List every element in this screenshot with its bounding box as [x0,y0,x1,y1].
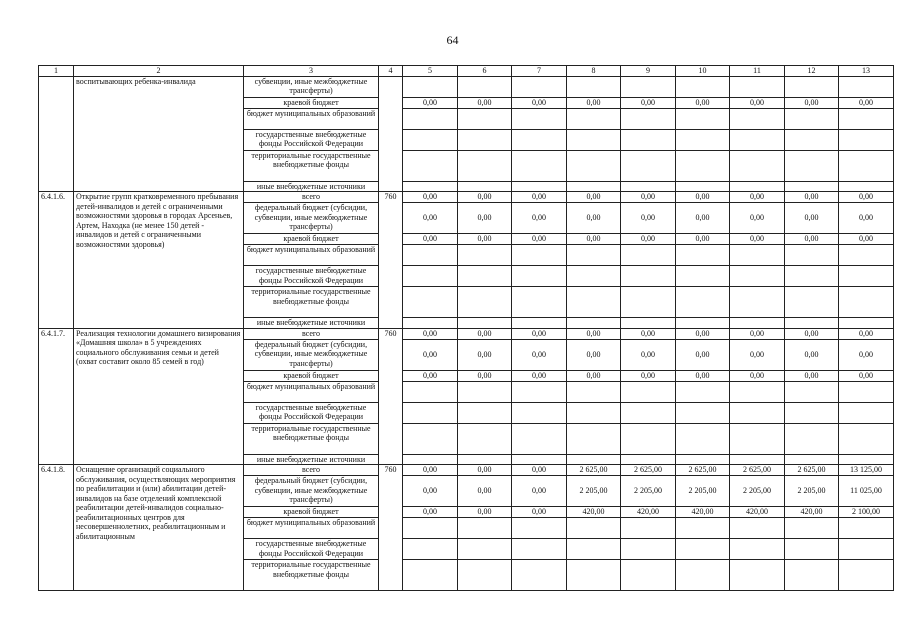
value-cell: 0,00 [730,370,785,381]
value-cell [458,454,512,465]
value-cell: 420,00 [676,507,730,518]
column-header: 6 [458,66,512,77]
value-cell [676,266,730,287]
value-cell: 0,00 [458,507,512,518]
funding-source: федеральный бюджет (субсидии, субвенции, иные межбюджетные трансферты) [244,339,379,370]
value-cell: 0,00 [839,203,894,234]
value-cell [512,287,567,318]
value-cell [567,129,621,150]
value-cell: 0,00 [458,234,512,245]
row-number: 6.4.1.6. [39,192,74,329]
value-cell [676,318,730,329]
value-cell [621,245,676,266]
value-cell [785,129,839,150]
value-cell [458,76,512,97]
value-cell [785,402,839,423]
value-cell [621,560,676,591]
measure-name: Оснащение организаций социального обслуживания, осуществляющих мероприятия по реабилитации и (или) абилитации детей-инвалидов на базе отделений комплексной реабилитации детей-инвалидов социально-реабилитационных центров для несовершеннолетних, реабилитационным и абилитационным [74,465,244,591]
funding-source: государственные внебюджетные фонды Российской Федерации [244,402,379,423]
value-cell [512,381,567,402]
value-cell: 0,00 [512,370,567,381]
funding-source: краевой бюджет [244,234,379,245]
value-cell [730,560,785,591]
value-cell: 0,00 [458,192,512,203]
value-cell [621,150,676,181]
value-cell [403,518,458,539]
value-cell: 11 025,00 [839,476,894,507]
value-cell: 0,00 [567,97,621,108]
value-cell [676,560,730,591]
value-cell [621,266,676,287]
column-header: 2 [74,66,244,77]
value-cell [458,287,512,318]
value-cell: 0,00 [403,476,458,507]
column-header: 4 [379,66,403,77]
value-cell: 0,00 [567,203,621,234]
value-cell: 0,00 [785,339,839,370]
value-cell [458,318,512,329]
value-cell [839,108,894,129]
value-cell [567,454,621,465]
value-cell: 2 205,00 [567,476,621,507]
value-cell [458,181,512,192]
measure-name: воспитывающих ребенка-инвалида [74,76,244,192]
value-cell [676,381,730,402]
column-header: 11 [730,66,785,77]
value-cell: 2 205,00 [785,476,839,507]
value-cell: 0,00 [676,339,730,370]
row-number [39,76,74,192]
funding-source: иные внебюджетные источники [244,318,379,329]
value-cell [458,381,512,402]
value-cell [567,518,621,539]
column-header: 8 [567,66,621,77]
value-cell: 0,00 [512,339,567,370]
value-cell [839,76,894,97]
value-cell: 0,00 [621,97,676,108]
value-cell: 0,00 [785,370,839,381]
value-cell [458,518,512,539]
value-cell [403,129,458,150]
value-cell: 2 205,00 [621,476,676,507]
value-cell [621,402,676,423]
table-row [39,328,894,339]
value-cell [839,245,894,266]
value-cell: 0,00 [512,328,567,339]
value-cell [676,539,730,560]
value-cell [730,245,785,266]
row-number: 6.4.1.8. [39,465,74,591]
value-cell: 0,00 [839,234,894,245]
value-cell [458,560,512,591]
value-cell [730,423,785,454]
value-cell [458,266,512,287]
value-cell: 0,00 [458,370,512,381]
value-cell [785,423,839,454]
funding-source: федеральный бюджет (субсидии, субвенции, иные межбюджетные трансферты) [244,476,379,507]
value-cell [567,76,621,97]
page-number: 64 [446,33,459,47]
value-cell [676,181,730,192]
value-cell: 2 625,00 [730,465,785,476]
value-cell [839,381,894,402]
value-cell: 0,00 [676,97,730,108]
column-header: 7 [512,66,567,77]
value-cell: 0,00 [403,370,458,381]
value-cell [621,108,676,129]
value-cell [403,402,458,423]
value-cell: 0,00 [839,192,894,203]
value-cell: 0,00 [839,370,894,381]
value-cell: 0,00 [621,370,676,381]
value-cell [730,129,785,150]
value-cell [730,287,785,318]
value-cell [730,539,785,560]
value-cell [621,454,676,465]
value-cell [458,402,512,423]
value-cell [839,423,894,454]
value-cell: 0,00 [567,328,621,339]
value-cell: 0,00 [621,203,676,234]
funding-source: государственные внебюджетные фонды Российской Федерации [244,539,379,560]
value-cell [512,539,567,560]
value-cell: 0,00 [512,203,567,234]
value-cell: 0,00 [403,328,458,339]
value-cell [730,454,785,465]
value-cell [512,181,567,192]
value-cell [839,150,894,181]
value-cell: 0,00 [839,97,894,108]
value-cell [621,318,676,329]
value-cell: 0,00 [839,328,894,339]
funding-source: государственные внебюджетные фонды Российской Федерации [244,129,379,150]
column-header: 5 [403,66,458,77]
value-cell [567,108,621,129]
value-cell [512,129,567,150]
value-cell: 0,00 [458,203,512,234]
value-cell: 0,00 [785,328,839,339]
value-cell: 0,00 [676,192,730,203]
value-cell [839,518,894,539]
value-cell: 0,00 [512,507,567,518]
value-cell [403,108,458,129]
value-cell [676,454,730,465]
value-cell [839,287,894,318]
value-cell [839,402,894,423]
value-cell [785,381,839,402]
column-header: 3 [244,66,379,77]
value-cell: 420,00 [621,507,676,518]
value-cell [621,518,676,539]
table-row [39,465,894,476]
value-cell [621,423,676,454]
value-cell [785,150,839,181]
value-cell [839,266,894,287]
value-cell: 0,00 [512,465,567,476]
funding-source: всего [244,328,379,339]
measure-name: Реализация технологии домашнего визирования «Домашняя школа» в 5 учреждениях социального обслуживания семьи и детей (охват составит около 85 семей в год) [74,328,244,465]
value-cell [785,266,839,287]
value-cell [567,560,621,591]
ministry-code: 760 [379,192,403,329]
value-cell [785,518,839,539]
value-cell [730,150,785,181]
value-cell [403,181,458,192]
value-cell [785,539,839,560]
value-cell: 0,00 [730,97,785,108]
funding-source: бюджет муниципальных образований [244,518,379,539]
value-cell: 0,00 [785,192,839,203]
value-cell [676,423,730,454]
value-cell: 0,00 [458,328,512,339]
value-cell: 0,00 [403,203,458,234]
column-header: 12 [785,66,839,77]
value-cell [512,518,567,539]
value-cell: 0,00 [458,97,512,108]
value-cell [676,245,730,266]
value-cell: 2 625,00 [621,465,676,476]
value-cell [403,454,458,465]
value-cell [512,266,567,287]
value-cell: 0,00 [730,339,785,370]
value-cell [730,181,785,192]
value-cell [676,108,730,129]
value-cell: 2 205,00 [730,476,785,507]
value-cell: 0,00 [621,192,676,203]
value-cell: 0,00 [567,339,621,370]
value-cell [730,381,785,402]
budget-table-wrapper [38,65,894,591]
value-cell [730,518,785,539]
value-cell [512,454,567,465]
funding-source: бюджет муниципальных образований [244,381,379,402]
row-number: 6.4.1.7. [39,328,74,465]
value-cell [403,245,458,266]
table-body [39,66,894,591]
value-cell: 2 625,00 [676,465,730,476]
value-cell [458,423,512,454]
funding-source: краевой бюджет [244,370,379,381]
value-cell: 0,00 [730,203,785,234]
value-cell: 13 125,00 [839,465,894,476]
value-cell: 0,00 [621,339,676,370]
value-cell [512,402,567,423]
funding-source: территориальные государственные внебюджетные фонды [244,287,379,318]
value-cell: 0,00 [676,234,730,245]
value-cell: 2 100,00 [839,507,894,518]
funding-source: территориальные государственные внебюджетные фонды [244,150,379,181]
value-cell [512,108,567,129]
value-cell [676,76,730,97]
value-cell: 0,00 [567,192,621,203]
value-cell [567,381,621,402]
value-cell: 0,00 [512,476,567,507]
value-cell [785,181,839,192]
value-cell [567,150,621,181]
value-cell [839,454,894,465]
value-cell: 0,00 [403,465,458,476]
value-cell: 0,00 [621,328,676,339]
value-cell [839,560,894,591]
value-cell [730,76,785,97]
value-cell: 0,00 [512,192,567,203]
funding-source: территориальные государственные внебюджетные фонды [244,560,379,591]
value-cell: 0,00 [403,234,458,245]
value-cell [839,129,894,150]
value-cell: 2 625,00 [785,465,839,476]
value-cell [458,150,512,181]
value-cell [621,381,676,402]
funding-source: субвенции, иные межбюджетные трансферты) [244,76,379,97]
value-cell [403,266,458,287]
column-header: 10 [676,66,730,77]
budget-table [38,65,894,591]
value-cell [785,245,839,266]
value-cell [621,181,676,192]
value-cell [403,150,458,181]
value-cell: 0,00 [403,339,458,370]
column-header: 1 [39,66,74,77]
funding-source: иные внебюджетные источники [244,181,379,192]
value-cell [621,76,676,97]
value-cell: 0,00 [785,97,839,108]
value-cell [785,76,839,97]
value-cell [512,245,567,266]
value-cell: 0,00 [458,476,512,507]
value-cell [621,129,676,150]
value-cell: 0,00 [676,203,730,234]
value-cell: 0,00 [512,234,567,245]
funding-source: всего [244,192,379,203]
table-row [39,192,894,203]
funding-source: территориальные государственные внебюджетные фонды [244,423,379,454]
value-cell: 0,00 [839,339,894,370]
value-cell: 420,00 [785,507,839,518]
value-cell [567,318,621,329]
header-row [39,66,894,77]
value-cell: 0,00 [621,234,676,245]
table-row [39,76,894,97]
value-cell [676,402,730,423]
value-cell: 2 625,00 [567,465,621,476]
value-cell [458,108,512,129]
value-cell [621,539,676,560]
value-cell [403,76,458,97]
value-cell: 0,00 [458,339,512,370]
value-cell [839,539,894,560]
ministry-code: 760 [379,328,403,465]
value-cell: 0,00 [785,234,839,245]
value-cell: 0,00 [567,234,621,245]
value-cell [512,318,567,329]
value-cell [676,287,730,318]
value-cell [621,287,676,318]
value-cell [403,318,458,329]
value-cell: 0,00 [403,97,458,108]
value-cell: 420,00 [567,507,621,518]
value-cell [567,402,621,423]
value-cell: 0,00 [730,234,785,245]
value-cell [403,560,458,591]
value-cell [512,560,567,591]
value-cell: 0,00 [403,192,458,203]
value-cell [567,181,621,192]
value-cell: 0,00 [730,192,785,203]
value-cell [785,318,839,329]
value-cell [839,318,894,329]
value-cell [567,423,621,454]
value-cell [567,245,621,266]
value-cell: 0,00 [403,507,458,518]
value-cell: 0,00 [730,328,785,339]
value-cell: 0,00 [512,97,567,108]
value-cell [458,129,512,150]
value-cell [676,518,730,539]
value-cell [676,150,730,181]
value-cell: 0,00 [676,370,730,381]
value-cell [676,129,730,150]
value-cell [512,423,567,454]
value-cell: 0,00 [567,370,621,381]
value-cell [458,245,512,266]
value-cell [403,381,458,402]
value-cell [785,287,839,318]
value-cell [730,318,785,329]
value-cell [730,108,785,129]
value-cell: 0,00 [458,465,512,476]
funding-source: иные внебюджетные источники [244,454,379,465]
funding-source: бюджет муниципальных образований [244,245,379,266]
measure-name: Открытие групп кратковременного пребывания детей-инвалидов и детей с ограниченными возможностями здоровья в городах Арсеньев, Артем, Находка (не менее 150 детей - инвалидов и детей с ограниченными возможностями здоровья) [74,192,244,329]
funding-source: всего [244,465,379,476]
value-cell [785,108,839,129]
column-header: 9 [621,66,676,77]
value-cell: 0,00 [676,328,730,339]
value-cell: 0,00 [785,203,839,234]
funding-source: государственные внебюджетные фонды Российской Федерации [244,266,379,287]
value-cell [567,287,621,318]
ministry-code [379,76,403,192]
value-cell [785,560,839,591]
value-cell: 420,00 [730,507,785,518]
value-cell [403,539,458,560]
value-cell [512,150,567,181]
value-cell [785,454,839,465]
value-cell: 2 205,00 [676,476,730,507]
funding-source: бюджет муниципальных образований [244,108,379,129]
value-cell [567,539,621,560]
value-cell [403,423,458,454]
value-cell [512,76,567,97]
value-cell [458,539,512,560]
value-cell [839,181,894,192]
value-cell [730,402,785,423]
ministry-code: 760 [379,465,403,591]
value-cell [403,287,458,318]
funding-source: краевой бюджет [244,97,379,108]
funding-source: федеральный бюджет (субсидии, субвенции, иные межбюджетные трансферты) [244,203,379,234]
column-header: 13 [839,66,894,77]
value-cell [730,266,785,287]
value-cell [567,266,621,287]
funding-source: краевой бюджет [244,507,379,518]
